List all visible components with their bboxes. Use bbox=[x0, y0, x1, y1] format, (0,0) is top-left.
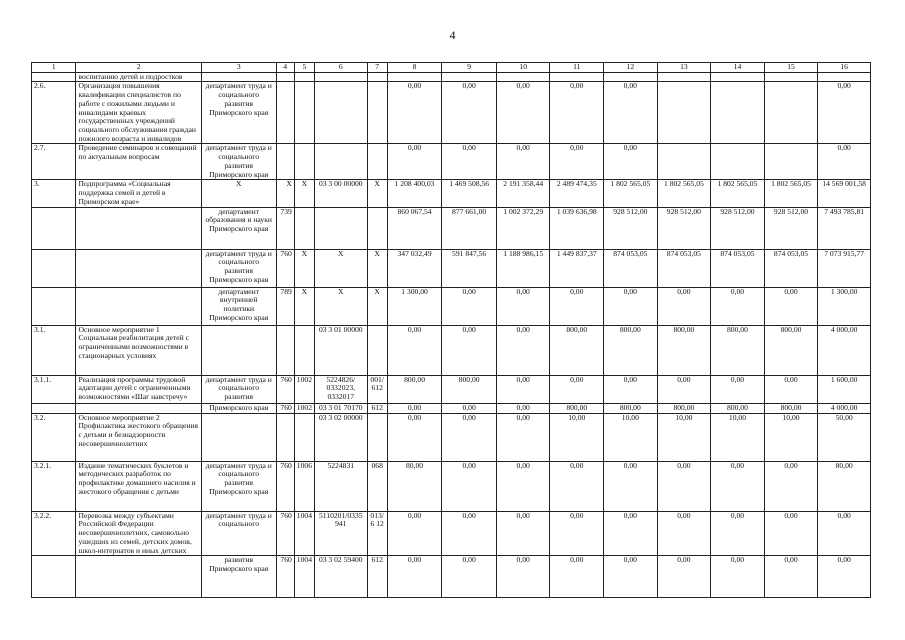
table-cell: 0,00 bbox=[818, 144, 871, 180]
table-cell: 0,00 bbox=[387, 144, 442, 180]
table-cell: 0,00 bbox=[496, 511, 550, 556]
table-cell bbox=[367, 82, 387, 144]
table-cell: 874 053,05 bbox=[604, 249, 658, 287]
table-cell: 0,00 bbox=[604, 82, 658, 144]
table-cell: 0,00 bbox=[496, 375, 550, 403]
table-cell bbox=[442, 72, 497, 82]
table-cell: 800,00 bbox=[711, 403, 765, 413]
table-cell: департамент труда и социального развития Приморского края bbox=[201, 144, 276, 180]
table-cell bbox=[657, 144, 711, 180]
table-cell: 7 493 785,81 bbox=[818, 207, 871, 249]
table-cell: 928 512,00 bbox=[657, 207, 711, 249]
table-row bbox=[32, 82, 871, 144]
table-cell: 0,00 bbox=[764, 287, 818, 325]
table-cell: 0,00 bbox=[387, 511, 442, 556]
table-row bbox=[32, 249, 871, 287]
table-cell bbox=[76, 287, 201, 325]
table-cell: 3. bbox=[32, 180, 76, 207]
table-cell: 1 802 565,05 bbox=[604, 180, 658, 207]
table-cell bbox=[367, 207, 387, 249]
header-cell: 9 bbox=[442, 63, 497, 73]
table-cell: 800,00 bbox=[550, 403, 604, 413]
table-cell bbox=[294, 82, 314, 144]
table-cell: 0,00 bbox=[387, 556, 442, 598]
table-cell: 0,00 bbox=[496, 287, 550, 325]
table-cell: 0,00 bbox=[711, 556, 765, 598]
table-cell: 0,00 bbox=[442, 82, 497, 144]
table-cell bbox=[76, 556, 201, 598]
table-cell: 3.1. bbox=[32, 325, 76, 375]
table-cell: 10,00 bbox=[657, 413, 711, 461]
table-cell: 0,00 bbox=[818, 511, 871, 556]
table-cell bbox=[367, 413, 387, 461]
header-cell: 5 bbox=[294, 63, 314, 73]
table-cell: 1002 bbox=[294, 403, 314, 413]
header-cell: 3 bbox=[201, 63, 276, 73]
table-cell: 0,00 bbox=[550, 287, 604, 325]
table-cell: департамент внутренней политики Приморского края bbox=[201, 287, 276, 325]
table-cell: X bbox=[276, 180, 294, 207]
table-cell: 800,00 bbox=[764, 325, 818, 375]
table-cell bbox=[711, 82, 765, 144]
table-cell: 0,00 bbox=[550, 461, 604, 511]
table-cell: 0,00 bbox=[764, 461, 818, 511]
table-cell: 0,00 bbox=[442, 461, 497, 511]
table-cell: 0,00 bbox=[550, 556, 604, 598]
table-cell: 347 032,49 bbox=[387, 249, 442, 287]
page-number: 4 bbox=[449, 28, 456, 42]
table-cell: Проведение семинаров и совещаний по актуальным вопросам bbox=[76, 144, 201, 180]
table-cell: 1 188 986,15 bbox=[496, 249, 550, 287]
table-cell: 928 512,00 bbox=[711, 207, 765, 249]
header-cell: 6 bbox=[315, 63, 368, 73]
table-cell: Основное мероприятие 1 Социальная реабилитация детей с ограниченными возможностями в стационарных условиях bbox=[76, 325, 201, 375]
table-cell: X bbox=[294, 180, 314, 207]
table-cell: Реализация программы трудовой адаптации детей с ограниченными возможностями «Шаг навстречу» bbox=[76, 375, 201, 403]
table-cell bbox=[76, 207, 201, 249]
table-row bbox=[32, 144, 871, 180]
header-cell: 16 bbox=[818, 63, 871, 73]
table-cell bbox=[32, 249, 76, 287]
table-cell: Организация повышения квалификации специалистов по работе с пожилыми людьми и инвалидами краевых государственных учреждений социального обслуживания граждан пожилого возраста и инвалидов bbox=[76, 82, 201, 144]
table-cell: 0,00 bbox=[387, 82, 442, 144]
table-cell: X bbox=[315, 249, 368, 287]
table-cell: 591 847,56 bbox=[442, 249, 497, 287]
table-row bbox=[32, 180, 871, 207]
table-cell: 1 802 565,05 bbox=[764, 180, 818, 207]
table-cell bbox=[711, 144, 765, 180]
table-cell: департамент труда и социального развития Приморского края bbox=[201, 249, 276, 287]
table-cell: 03 3 02 00000 bbox=[315, 413, 368, 461]
header-cell: 8 bbox=[387, 63, 442, 73]
table-cell: 0,00 bbox=[387, 325, 442, 375]
table-row bbox=[32, 325, 871, 375]
table-cell: 03 3 02 59400 bbox=[315, 556, 368, 598]
table-cell bbox=[32, 72, 76, 82]
table-row bbox=[32, 207, 871, 249]
table-cell: 0,00 bbox=[442, 413, 497, 461]
table-cell: 1004 bbox=[294, 556, 314, 598]
table-cell: 0,00 bbox=[711, 511, 765, 556]
table-cell: 0,00 bbox=[818, 82, 871, 144]
table-cell: 928 512,00 bbox=[604, 207, 658, 249]
table-cell: X bbox=[294, 249, 314, 287]
table-cell: X bbox=[294, 287, 314, 325]
table-cell: 739 bbox=[276, 207, 294, 249]
table-cell bbox=[201, 325, 276, 375]
header-cell: 11 bbox=[550, 63, 604, 73]
table-cell bbox=[294, 72, 314, 82]
table-cell: 7 073 915,77 bbox=[818, 249, 871, 287]
program-finance-table bbox=[31, 62, 871, 598]
table-cell: 5110201/0335 941 bbox=[315, 511, 368, 556]
table-cell bbox=[276, 82, 294, 144]
table-cell: 0,00 bbox=[496, 403, 550, 413]
table-row bbox=[32, 375, 871, 403]
table-cell bbox=[276, 144, 294, 180]
table-cell: 800,00 bbox=[604, 403, 658, 413]
table-cell: 0,00 bbox=[604, 375, 658, 403]
table-row bbox=[32, 403, 871, 413]
table-cell bbox=[76, 403, 201, 413]
table-cell: 10,00 bbox=[604, 413, 658, 461]
table-cell: 0,00 bbox=[550, 375, 604, 403]
table-cell: 1 802 565,05 bbox=[657, 180, 711, 207]
table-cell: департамент труда и социального bbox=[201, 511, 276, 556]
table-cell: 928 512,00 bbox=[764, 207, 818, 249]
table-cell bbox=[657, 82, 711, 144]
table-cell: департамент труда и социального развития Приморского края bbox=[201, 82, 276, 144]
table-cell: 80,00 bbox=[387, 461, 442, 511]
table-cell: 2 489 474,35 bbox=[550, 180, 604, 207]
table-cell bbox=[32, 403, 76, 413]
table-cell: 3.1.1. bbox=[32, 375, 76, 403]
table-cell: 50,00 bbox=[818, 413, 871, 461]
table-cell bbox=[32, 556, 76, 598]
table-cell bbox=[276, 72, 294, 82]
table-cell: Подпрограмма «Социальная поддержка семей и детей в Приморском крае» bbox=[76, 180, 201, 207]
table-cell: X bbox=[367, 249, 387, 287]
table-cell: 0,00 bbox=[442, 144, 497, 180]
table-cell: 612 bbox=[367, 556, 387, 598]
table-cell: департамент образования и науки Приморского края bbox=[201, 207, 276, 249]
table-cell: 0,00 bbox=[657, 375, 711, 403]
table-cell: 760 bbox=[276, 403, 294, 413]
table-cell: 789 bbox=[276, 287, 294, 325]
table-cell: X bbox=[201, 180, 276, 207]
table-cell: 10,00 bbox=[550, 413, 604, 461]
table-cell: 1 300,00 bbox=[818, 287, 871, 325]
table-cell: 0,00 bbox=[442, 403, 497, 413]
header-cell: 12 bbox=[604, 63, 658, 73]
table-cell: 0,00 bbox=[818, 556, 871, 598]
table-cell: 0,00 bbox=[657, 461, 711, 511]
table-cell: 0,00 bbox=[496, 82, 550, 144]
table-cell: 0,00 bbox=[496, 556, 550, 598]
table-cell: 0,00 bbox=[604, 144, 658, 180]
table-cell: 0,00 bbox=[550, 511, 604, 556]
table-cell: 800,00 bbox=[657, 325, 711, 375]
table-cell: X bbox=[315, 287, 368, 325]
table-cell: Приморского края bbox=[201, 403, 276, 413]
table-cell bbox=[315, 72, 368, 82]
table-cell: 874 053,05 bbox=[657, 249, 711, 287]
header-cell: 13 bbox=[657, 63, 711, 73]
table-cell bbox=[32, 207, 76, 249]
table-cell bbox=[315, 207, 368, 249]
table-cell: 0,00 bbox=[711, 287, 765, 325]
table-cell: 013/6 12 bbox=[367, 511, 387, 556]
table-cell: 0,00 bbox=[604, 461, 658, 511]
table-cell: 03 3 00 00000 bbox=[315, 180, 368, 207]
table-cell: 4 000,00 bbox=[818, 403, 871, 413]
table-cell: 5224826/ 0332023, 0332017 bbox=[315, 375, 368, 403]
table-cell bbox=[201, 72, 276, 82]
table-cell: 760 bbox=[276, 511, 294, 556]
header-cell: 2 bbox=[76, 63, 201, 73]
table-row bbox=[32, 511, 871, 556]
table-cell: 0,00 bbox=[496, 461, 550, 511]
table-cell bbox=[367, 325, 387, 375]
table-cell: 0,00 bbox=[496, 144, 550, 180]
header-cell: 15 bbox=[764, 63, 818, 73]
table-cell bbox=[315, 82, 368, 144]
table-cell: 03 3 01 00000 bbox=[315, 325, 368, 375]
table-cell: 2.7. bbox=[32, 144, 76, 180]
header-cell: 10 bbox=[496, 63, 550, 73]
table-cell bbox=[604, 72, 658, 82]
table-cell: 0,00 bbox=[550, 82, 604, 144]
table-cell: департамент труда и социального развития bbox=[201, 375, 276, 403]
table-cell: 760 bbox=[276, 249, 294, 287]
table-cell: департамент труда и социального развития Приморского края bbox=[201, 461, 276, 511]
table-cell: 0,00 bbox=[442, 287, 497, 325]
table-cell bbox=[550, 72, 604, 82]
table-cell: 0,00 bbox=[387, 403, 442, 413]
table-cell bbox=[276, 325, 294, 375]
table-cell bbox=[367, 72, 387, 82]
table-cell bbox=[32, 287, 76, 325]
table-cell: 800,00 bbox=[764, 403, 818, 413]
table-cell: 1 469 508,56 bbox=[442, 180, 497, 207]
table-cell: 0,00 bbox=[604, 287, 658, 325]
table-cell: 0,00 bbox=[442, 556, 497, 598]
header-cell: 7 bbox=[367, 63, 387, 73]
table-cell: 0,00 bbox=[442, 511, 497, 556]
table-cell: развития Приморского края bbox=[201, 556, 276, 598]
table-cell: 0,00 bbox=[387, 413, 442, 461]
table-cell bbox=[201, 413, 276, 461]
table-cell: 800,00 bbox=[604, 325, 658, 375]
table-cell: 0,00 bbox=[657, 556, 711, 598]
table-cell: 0,00 bbox=[657, 287, 711, 325]
table-cell bbox=[711, 72, 765, 82]
table-cell: 10,00 bbox=[764, 413, 818, 461]
table-cell: 0,00 bbox=[442, 325, 497, 375]
table-cell bbox=[764, 82, 818, 144]
table-cell bbox=[294, 413, 314, 461]
table-row bbox=[32, 413, 871, 461]
table-cell: 0,00 bbox=[604, 511, 658, 556]
table-cell: 800,00 bbox=[442, 375, 497, 403]
table-cell bbox=[76, 249, 201, 287]
table-cell: 800,00 bbox=[550, 325, 604, 375]
table-cell: 3.2.2. bbox=[32, 511, 76, 556]
table-cell: X bbox=[367, 180, 387, 207]
table-cell: 0,00 bbox=[764, 511, 818, 556]
table-cell bbox=[764, 72, 818, 82]
header-cell: 1 bbox=[32, 63, 76, 73]
table-cell: 1006 bbox=[294, 461, 314, 511]
table-cell: 1 208 400,03 bbox=[387, 180, 442, 207]
table-cell bbox=[315, 144, 368, 180]
table-cell: 5224831 bbox=[315, 461, 368, 511]
header-cell: 4 bbox=[276, 63, 294, 73]
table-row bbox=[32, 72, 871, 82]
table-cell: Издание тематических буклетов и методических разработок по профилактике домашнего насилия и жестокого обращения с детьми bbox=[76, 461, 201, 511]
table-cell: Основное мероприятие 2 Профилактика жестокого обращения с детьми и безнадзорности несовершеннолетних bbox=[76, 413, 201, 461]
table-row bbox=[32, 556, 871, 598]
table-cell: 874 053,05 bbox=[711, 249, 765, 287]
table-cell: 0,00 bbox=[711, 461, 765, 511]
table-cell: 760 bbox=[276, 556, 294, 598]
table-cell: 0,00 bbox=[657, 511, 711, 556]
table-cell: 760 bbox=[276, 375, 294, 403]
table-cell: 1002 bbox=[294, 375, 314, 403]
table-row bbox=[32, 461, 871, 511]
table-cell: 1 449 837,37 bbox=[550, 249, 604, 287]
table-cell bbox=[764, 144, 818, 180]
table-cell: 2 191 358,44 bbox=[496, 180, 550, 207]
table-cell: 0,00 bbox=[550, 144, 604, 180]
table-cell: 2.6. bbox=[32, 82, 76, 144]
table-cell: 874 053,05 bbox=[764, 249, 818, 287]
table-cell bbox=[387, 72, 442, 82]
table-cell: 001/ 612 bbox=[367, 375, 387, 403]
table-cell bbox=[367, 144, 387, 180]
table-cell: 0,00 bbox=[496, 325, 550, 375]
table-cell: 0,00 bbox=[764, 556, 818, 598]
header-cell: 14 bbox=[711, 63, 765, 73]
table-cell: 80,00 bbox=[818, 461, 871, 511]
table-cell: 800,00 bbox=[711, 325, 765, 375]
table-cell bbox=[657, 72, 711, 82]
table-cell: 800,00 bbox=[387, 375, 442, 403]
table-cell: 0,00 bbox=[711, 375, 765, 403]
table-cell: 877 661,00 bbox=[442, 207, 497, 249]
table-cell: 0,00 bbox=[764, 375, 818, 403]
table-cell: 3.2.1. bbox=[32, 461, 76, 511]
table-cell bbox=[294, 144, 314, 180]
table-cell: 860 067,54 bbox=[387, 207, 442, 249]
table-cell bbox=[294, 325, 314, 375]
table-cell: 3.2. bbox=[32, 413, 76, 461]
table-cell: 068 bbox=[367, 461, 387, 511]
table-cell: 1 002 372,29 bbox=[496, 207, 550, 249]
table-cell: 14 569 001,58 bbox=[818, 180, 871, 207]
table-cell bbox=[818, 72, 871, 82]
table-cell: 03 3 01 70170 bbox=[315, 403, 368, 413]
table-cell: воспитанию детей и подростков bbox=[76, 72, 201, 82]
table-cell bbox=[294, 207, 314, 249]
table-cell: 760 bbox=[276, 461, 294, 511]
table-row bbox=[32, 287, 871, 325]
table-cell: 1 802 565,05 bbox=[711, 180, 765, 207]
table-cell: Перевозка между субъектами Российской Федерации несовершеннолетних, самовольно ушедших из семей, детских домов, школ-интернатов и иных детских bbox=[76, 511, 201, 556]
table-cell: 10,00 bbox=[711, 413, 765, 461]
table-cell: 1 039 636,98 bbox=[550, 207, 604, 249]
table-cell: X bbox=[367, 287, 387, 325]
table-cell: 0,00 bbox=[604, 556, 658, 598]
header-row bbox=[32, 63, 871, 73]
table-cell: 1004 bbox=[294, 511, 314, 556]
table-cell bbox=[276, 413, 294, 461]
table-cell bbox=[496, 72, 550, 82]
table-cell: 4 000,00 bbox=[818, 325, 871, 375]
table-cell: 612 bbox=[367, 403, 387, 413]
table-cell: 800,00 bbox=[657, 403, 711, 413]
table-cell: 0,00 bbox=[496, 413, 550, 461]
table-cell: 1 600,00 bbox=[818, 375, 871, 403]
table-cell: 1 300,00 bbox=[387, 287, 442, 325]
